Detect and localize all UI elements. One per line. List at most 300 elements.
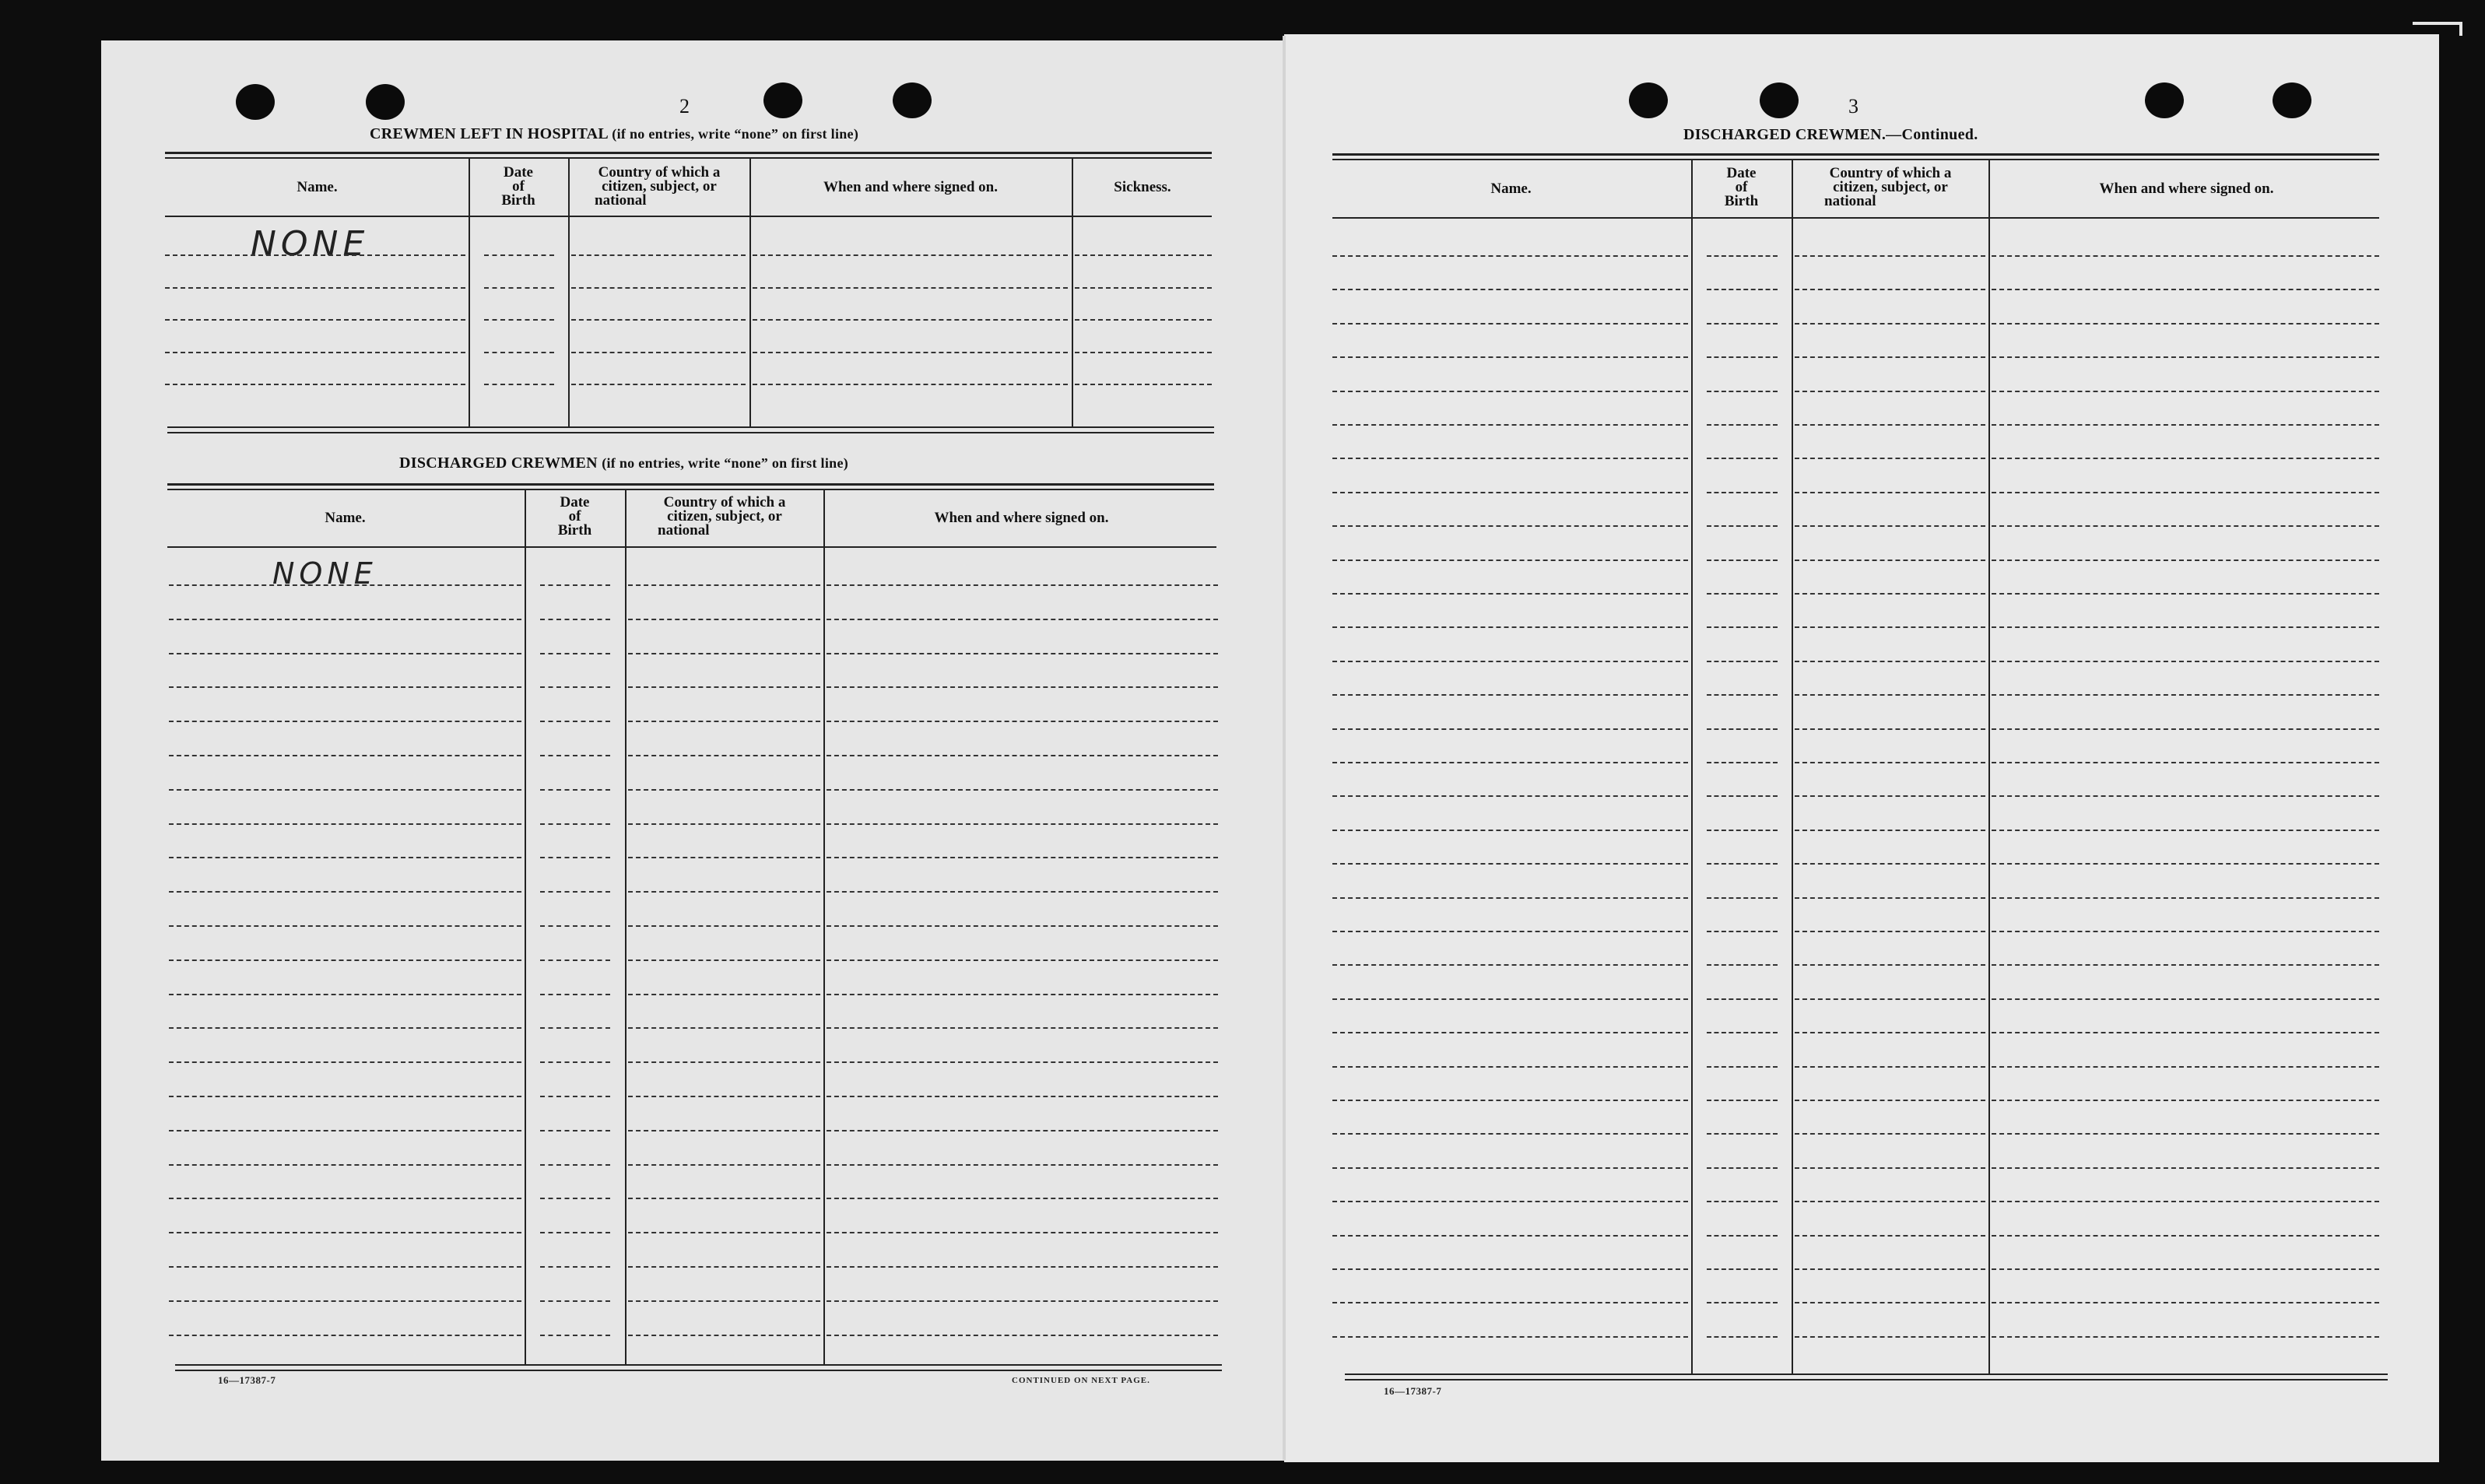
ruled-line <box>571 287 746 289</box>
ruled-line <box>1992 998 2379 1000</box>
ruled-line <box>1332 998 1688 1000</box>
ruled-line <box>753 254 1068 256</box>
ruled-line <box>1992 289 2379 290</box>
ruled-line <box>1332 1032 1688 1033</box>
ruled-line <box>540 1130 610 1131</box>
header-line: Birth <box>501 192 535 209</box>
handwritten-entry: NONE <box>251 224 370 264</box>
ruled-line <box>1707 694 1778 696</box>
discharged-title-note: (if no entries, write “none” on first line) <box>602 455 849 471</box>
ruled-line <box>1992 728 2379 730</box>
ruled-line <box>540 823 610 825</box>
page-number: 2 <box>679 95 690 118</box>
ruled-line <box>1332 1100 1688 1101</box>
ruled-line <box>827 857 1218 858</box>
ruled-line <box>753 352 1068 353</box>
ruled-line <box>169 1164 521 1166</box>
ruled-line <box>1992 1268 2379 1270</box>
ruled-line <box>628 1027 820 1029</box>
discharged-title-text: DISCHARGED CREWMEN <box>399 454 598 472</box>
ruled-line <box>169 1061 521 1063</box>
ruled-line <box>540 960 610 961</box>
punch-hole <box>2145 82 2184 118</box>
page-fold <box>1283 36 1286 1460</box>
ruled-line <box>628 721 820 722</box>
ruled-line <box>169 1027 521 1029</box>
ruled-line <box>1992 1133 2379 1135</box>
right-table-top-rule <box>1332 159 2379 160</box>
ruled-line <box>169 857 521 858</box>
ruled-line <box>1992 964 2379 966</box>
ruled-line <box>753 384 1068 385</box>
ruled-line <box>1992 897 2379 899</box>
ruled-line <box>540 1061 610 1063</box>
ruled-line <box>827 1164 1218 1166</box>
ruled-line <box>827 789 1218 791</box>
form-number: 16—17387-7 <box>218 1374 276 1386</box>
ruled-line <box>1332 728 1688 730</box>
ruled-line <box>169 686 521 688</box>
ruled-line <box>1795 525 1985 527</box>
ruled-line <box>1992 323 2379 325</box>
ruled-line <box>1332 694 1688 696</box>
ruled-line <box>1707 1336 1778 1338</box>
ruled-line <box>1992 1302 2379 1303</box>
ruled-line <box>1707 1167 1778 1169</box>
ruled-line <box>1795 728 1985 730</box>
ruled-line <box>628 619 820 620</box>
ruled-line <box>169 619 521 620</box>
ruled-line <box>1795 391 1985 392</box>
ruled-line <box>1795 424 1985 426</box>
ruled-line <box>1332 1336 1688 1338</box>
ruled-line <box>628 1198 820 1199</box>
column-header-date-of-birth <box>526 496 623 538</box>
ruled-line <box>165 254 465 256</box>
column-header-signed-on: When and where signed on. <box>934 510 1109 526</box>
column-header-country <box>627 496 823 538</box>
ruled-line <box>165 384 465 385</box>
ruled-line <box>1075 254 1212 256</box>
ruled-line <box>1707 762 1778 763</box>
ruled-line <box>827 619 1218 620</box>
ruled-line <box>827 584 1218 586</box>
ruled-line <box>1795 1066 1985 1068</box>
ruled-line <box>753 319 1068 321</box>
ruled-line <box>1707 1066 1778 1068</box>
punch-hole <box>1629 82 1668 118</box>
ruled-line <box>571 384 746 385</box>
ruled-line <box>1332 762 1688 763</box>
ruled-line <box>571 254 746 256</box>
ruled-line <box>540 1164 610 1166</box>
ruled-line <box>1795 1167 1985 1169</box>
discharged-continued-title: DISCHARGED CREWMEN.—Continued. <box>1683 126 1978 143</box>
ruled-line <box>827 1232 1218 1233</box>
ruled-line <box>1795 1100 1985 1101</box>
discharged-table-top-rule <box>167 489 1214 490</box>
form-number: 16—17387-7 <box>1384 1385 1442 1397</box>
ruled-line <box>628 1164 820 1166</box>
ruled-line <box>540 619 610 620</box>
hospital-table-top-rule <box>165 157 1212 159</box>
ruled-line <box>540 994 610 995</box>
ruled-line <box>165 319 465 321</box>
ruled-line <box>484 319 554 321</box>
ruled-line <box>1332 863 1688 865</box>
ruled-line <box>540 721 610 722</box>
ruled-line <box>1707 1302 1778 1303</box>
ruled-line <box>628 1335 820 1336</box>
ruled-line <box>1707 593 1778 595</box>
ruled-line <box>1332 458 1688 459</box>
ruled-line <box>1795 1302 1985 1303</box>
ruled-line <box>1332 795 1688 797</box>
header-line: national <box>658 522 710 539</box>
ruled-line <box>628 1096 820 1097</box>
discharged-table-bottom-rule <box>175 1364 1222 1366</box>
ruled-line <box>169 1198 521 1199</box>
ruled-line <box>1707 661 1778 662</box>
column-divider <box>625 490 627 1364</box>
ruled-line <box>827 721 1218 722</box>
ruled-line <box>1332 1302 1688 1303</box>
ruled-line <box>1992 1066 2379 1068</box>
ruled-line <box>540 1232 610 1233</box>
ruled-line <box>628 1300 820 1302</box>
ruled-line <box>1332 391 1688 392</box>
ruled-line <box>1795 863 1985 865</box>
ruled-line <box>1992 863 2379 865</box>
header-line: Country of which a <box>663 494 786 510</box>
ruled-line <box>169 1232 521 1233</box>
ruled-line <box>1707 1268 1778 1270</box>
ruled-line <box>1707 560 1778 561</box>
ruled-line <box>827 925 1218 927</box>
scan-corner-mark <box>2413 22 2462 36</box>
ruled-line <box>169 584 521 586</box>
ruled-line <box>1992 1167 2379 1169</box>
ruled-line <box>165 287 465 289</box>
header-line: national <box>595 192 647 209</box>
ruled-line <box>1332 1066 1688 1068</box>
ruled-line <box>1707 424 1778 426</box>
ruled-line <box>1332 964 1688 966</box>
ruled-line <box>169 823 521 825</box>
ruled-line <box>1992 255 2379 257</box>
header-line: Birth <box>557 522 592 539</box>
ruled-line <box>540 857 610 858</box>
ruled-line <box>169 1300 521 1302</box>
ruled-line <box>1707 795 1778 797</box>
ruled-line <box>1707 830 1778 831</box>
ruled-line <box>1707 458 1778 459</box>
continued-note: CONTINUED ON NEXT PAGE. <box>1012 1376 1150 1385</box>
ruled-line <box>628 755 820 756</box>
ruled-line <box>1707 964 1778 966</box>
hospital-table-bottom-rule <box>167 426 1214 428</box>
ruled-line <box>1992 1235 2379 1237</box>
discharged-table-top-rule <box>167 483 1214 486</box>
ruled-line <box>1992 391 2379 392</box>
header-line: Date <box>1726 165 1757 181</box>
ruled-line <box>169 925 521 927</box>
ruled-line <box>1075 287 1212 289</box>
column-header-signed-on: When and where signed on. <box>2099 181 2274 197</box>
ruled-line <box>1992 626 2379 628</box>
ruled-line <box>1332 897 1688 899</box>
ruled-line <box>540 891 610 893</box>
punch-hole <box>1760 82 1799 118</box>
ruled-line <box>1707 323 1778 325</box>
ruled-line <box>1795 593 1985 595</box>
right-page <box>1284 34 2439 1462</box>
ruled-line <box>628 584 820 586</box>
ruled-line <box>169 755 521 756</box>
ruled-line <box>1992 525 2379 527</box>
ruled-line <box>1795 661 1985 662</box>
ruled-line <box>628 823 820 825</box>
ruled-line <box>540 653 610 654</box>
ruled-line <box>1795 255 1985 257</box>
column-header-name: Name. <box>1490 181 1532 197</box>
ruled-line <box>1707 1133 1778 1135</box>
ruled-line <box>1707 1201 1778 1202</box>
ruled-line <box>827 1300 1218 1302</box>
ruled-line <box>169 891 521 893</box>
ruled-line <box>1707 897 1778 899</box>
ruled-line <box>1707 391 1778 392</box>
ruled-line <box>1795 289 1985 290</box>
ruled-line <box>1332 525 1688 527</box>
ruled-line <box>827 1335 1218 1336</box>
ruled-line <box>484 384 554 385</box>
ruled-line <box>169 1335 521 1336</box>
ruled-line <box>1707 998 1778 1000</box>
ruled-line <box>1332 356 1688 358</box>
ruled-line <box>540 1266 610 1268</box>
ruled-line <box>1332 626 1688 628</box>
ruled-line <box>540 1027 610 1029</box>
ruled-line <box>628 1232 820 1233</box>
ruled-line <box>1332 931 1688 932</box>
column-divider <box>823 490 825 1364</box>
ruled-line <box>628 857 820 858</box>
ruled-line <box>540 1096 610 1097</box>
right-table-top-rule <box>1332 153 2379 156</box>
ruled-line <box>1075 352 1212 353</box>
column-divider <box>525 490 526 1364</box>
discharged-table-bottom-rule <box>175 1370 1222 1371</box>
ruled-line <box>1795 897 1985 899</box>
column-divider <box>1691 160 1693 1374</box>
ruled-line <box>1332 1235 1688 1237</box>
ruled-line <box>628 653 820 654</box>
ruled-line <box>1707 1032 1778 1033</box>
ruled-line <box>1707 863 1778 865</box>
ruled-line <box>1795 1268 1985 1270</box>
ruled-line <box>1795 323 1985 325</box>
column-header-country <box>570 166 749 208</box>
ruled-line <box>1332 255 1688 257</box>
ruled-line <box>1992 795 2379 797</box>
ruled-line <box>1707 356 1778 358</box>
punch-hole <box>763 82 802 118</box>
ruled-line <box>169 1130 521 1131</box>
ruled-line <box>1332 1268 1688 1270</box>
ruled-line <box>1332 560 1688 561</box>
discharged-section-title <box>399 454 848 472</box>
ruled-line <box>1795 762 1985 763</box>
column-divider <box>1792 160 1793 1374</box>
ruled-line <box>1795 998 1985 1000</box>
ruled-line <box>540 1300 610 1302</box>
ruled-line <box>1992 458 2379 459</box>
ruled-line <box>1795 795 1985 797</box>
ruled-line <box>540 686 610 688</box>
ruled-line <box>1992 356 2379 358</box>
ruled-line <box>1795 626 1985 628</box>
column-divider <box>1988 160 1990 1374</box>
ruled-line <box>1795 830 1985 831</box>
ruled-line <box>827 1027 1218 1029</box>
ruled-line <box>827 994 1218 995</box>
ruled-line <box>628 891 820 893</box>
ruled-line <box>1075 319 1212 321</box>
ruled-line <box>1992 1336 2379 1338</box>
column-header-country <box>1793 167 1988 209</box>
column-header-name: Name. <box>297 179 338 195</box>
ruled-line <box>827 1198 1218 1199</box>
column-header-date-of-birth <box>1693 167 1790 209</box>
ruled-line <box>827 1130 1218 1131</box>
ruled-line <box>1707 931 1778 932</box>
hospital-table-bottom-rule <box>167 432 1214 433</box>
ruled-line <box>628 1266 820 1268</box>
ruled-line <box>827 1096 1218 1097</box>
column-divider <box>749 158 751 426</box>
ruled-line <box>540 925 610 927</box>
ruled-line <box>1332 289 1688 290</box>
discharged-header-rule <box>167 546 1216 548</box>
header-line: Country of which a <box>598 164 721 181</box>
header-line: citizen, subject, or <box>667 508 782 524</box>
column-header-signed-on: When and where signed on. <box>823 179 998 195</box>
ruled-line <box>1992 1201 2379 1202</box>
punch-hole <box>893 82 932 118</box>
ruled-line <box>827 823 1218 825</box>
ruled-line <box>628 1061 820 1063</box>
header-line: citizen, subject, or <box>1833 179 1948 195</box>
column-header-name: Name. <box>325 510 366 526</box>
ruled-line <box>1332 323 1688 325</box>
header-line: of <box>1735 179 1748 195</box>
ruled-line <box>1795 1032 1985 1033</box>
ruled-line <box>540 584 610 586</box>
ruled-line <box>1795 492 1985 493</box>
ruled-line <box>1992 931 2379 932</box>
punch-hole <box>2273 82 2311 118</box>
ruled-line <box>169 789 521 791</box>
ruled-line <box>540 1198 610 1199</box>
ruled-line <box>1707 525 1778 527</box>
ruled-line <box>1992 1100 2379 1101</box>
ruled-line <box>1992 694 2379 696</box>
ruled-line <box>827 1061 1218 1063</box>
page-number: 3 <box>1848 95 1858 118</box>
ruled-line <box>1992 830 2379 831</box>
ruled-line <box>1795 694 1985 696</box>
ruled-line <box>571 319 746 321</box>
column-header-sickness: Sickness. <box>1114 179 1171 195</box>
ruled-line <box>540 1335 610 1336</box>
ruled-line <box>1992 560 2379 561</box>
ruled-line <box>1992 492 2379 493</box>
ruled-line <box>1795 356 1985 358</box>
ruled-line <box>1795 1336 1985 1338</box>
punch-hole <box>366 84 405 120</box>
ruled-line <box>1707 626 1778 628</box>
ruled-line <box>628 994 820 995</box>
ruled-line <box>1707 1235 1778 1237</box>
ruled-line <box>484 352 554 353</box>
column-header-date-of-birth <box>470 166 567 208</box>
ruled-line <box>1332 1167 1688 1169</box>
ruled-line <box>628 789 820 791</box>
header-line: Date <box>560 494 590 510</box>
ruled-line <box>1332 424 1688 426</box>
ruled-line <box>1332 661 1688 662</box>
ruled-line <box>1992 424 2379 426</box>
header-line: of <box>512 178 525 195</box>
ruled-line <box>1332 1201 1688 1202</box>
hospital-table-top-rule <box>165 152 1212 154</box>
header-line: citizen, subject, or <box>602 178 717 195</box>
ruled-line <box>1707 728 1778 730</box>
header-line: of <box>568 508 581 524</box>
ruled-line <box>169 1096 521 1097</box>
ruled-line <box>540 755 610 756</box>
ruled-line <box>827 653 1218 654</box>
ruled-line <box>169 994 521 995</box>
ruled-line <box>1332 492 1688 493</box>
ruled-line <box>1795 1235 1985 1237</box>
header-line: Date <box>504 164 533 181</box>
ruled-line <box>1707 255 1778 257</box>
ruled-line <box>484 254 554 256</box>
ruled-line <box>540 789 610 791</box>
ruled-line <box>1795 458 1985 459</box>
ruled-line <box>1992 593 2379 595</box>
right-header-rule <box>1332 217 2379 219</box>
punch-hole <box>236 84 275 120</box>
ruled-line <box>827 1266 1218 1268</box>
ruled-line <box>169 721 521 722</box>
ruled-line <box>827 755 1218 756</box>
ruled-line <box>1992 762 2379 763</box>
ruled-line <box>1992 661 2379 662</box>
ruled-line <box>571 352 746 353</box>
hospital-section-title <box>370 125 858 143</box>
handwritten-entry: NONE <box>272 556 377 591</box>
ruled-line <box>169 960 521 961</box>
ruled-line <box>1795 1201 1985 1202</box>
ruled-line <box>628 686 820 688</box>
ruled-line <box>827 686 1218 688</box>
ruled-line <box>1332 1133 1688 1135</box>
hospital-header-rule <box>165 216 1212 217</box>
ruled-line <box>1795 964 1985 966</box>
